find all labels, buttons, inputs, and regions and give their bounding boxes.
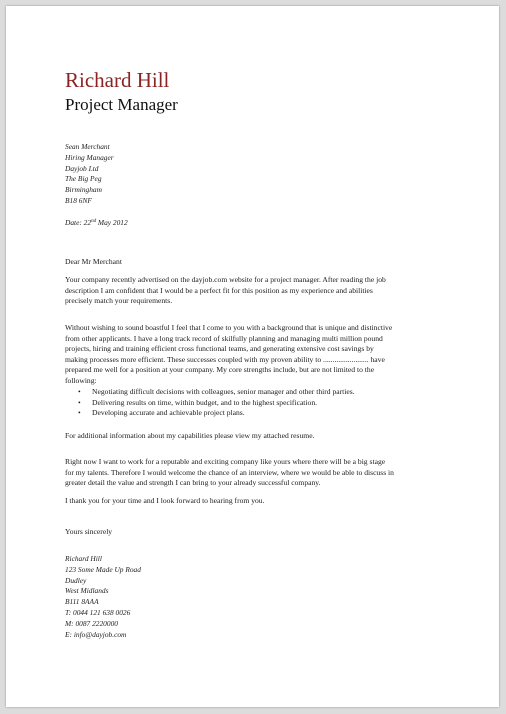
paragraph-additional-info: For additional information about my capabilities please view my attached resume. [65, 431, 315, 440]
strengths-list [78, 387, 355, 419]
paragraph-thanks: I thank you for your time and I look forward to hearing from you. [65, 496, 265, 505]
sender-line: Richard Hill [65, 554, 102, 563]
sender-line: M: 0087 2220000 [65, 618, 118, 628]
bullet-icon: • [78, 408, 81, 418]
list-item: • Negotiating difficult decisions with colleagues, senior manager and other third parties. [78, 387, 355, 396]
sender-address [65, 554, 141, 640]
recipient-line: Birmingham [65, 185, 102, 195]
sender-line: B111 8AAA [65, 597, 99, 607]
sender-line: E: info@dayjob.com [65, 629, 127, 639]
list-item: • Delivering results on time, within budget, and to the highest specification. [78, 397, 318, 407]
sender-line: Dudley [65, 575, 87, 585]
job-title-heading: Project Manager [65, 95, 178, 114]
paragraph-intro: Your company recently advertised on the dayjob.com website for a project manager. After reading the job description I am confident that I would be a perfect fit for this position as my experience and abilities precisely match your requirements. [65, 275, 386, 306]
list-item: • Developing accurate and achievable project plans. [78, 408, 245, 418]
paragraph-interest: Right now I want to work for a reputable and exciting company like yours where there will be a big stage for my talents. Therefore I would welcome the chance of an interview, where we would be able to discuss in greater detail the value and strength I can bring to your already successful company. [65, 457, 394, 488]
bullet-icon: • [78, 397, 81, 407]
recipient-line: Hiring Manager [65, 152, 114, 162]
bullet-icon: • [78, 387, 81, 396]
sender-name-heading: Richard Hill [65, 68, 170, 92]
salutation: Dear Mr Merchant [65, 257, 122, 266]
letter-page [6, 6, 499, 707]
sender-line: 123 Some Made Up Road [65, 564, 141, 574]
recipient-line: B18 6NF [65, 195, 92, 205]
recipient-line: Dayjob Ltd [65, 163, 99, 173]
paragraph-background: Without wishing to sound boastful I feel that I come to you with a background that is unique and distinctive from other applicants. I have a long track record of skilfully planning and managing multi million pound projects, hiring and training efficient cross functional teams, and generating extensive cost savings by making processes more efficient. These successes coupled with my proven ability to ........................ have prepared me well for a position at your company. My core strengths include, but are not limited to the following: [65, 323, 393, 385]
recipient-address [65, 142, 114, 207]
sender-line: T: 0044 121 638 0026 [65, 607, 131, 617]
recipient-line: The Big Peg [65, 174, 102, 184]
recipient-line: Sean Merchant [65, 142, 110, 151]
sender-line: West Midlands [65, 586, 109, 596]
letter-date: Date: 22nd May 2012 [65, 218, 128, 227]
closing: Yours sincerely [65, 527, 113, 536]
